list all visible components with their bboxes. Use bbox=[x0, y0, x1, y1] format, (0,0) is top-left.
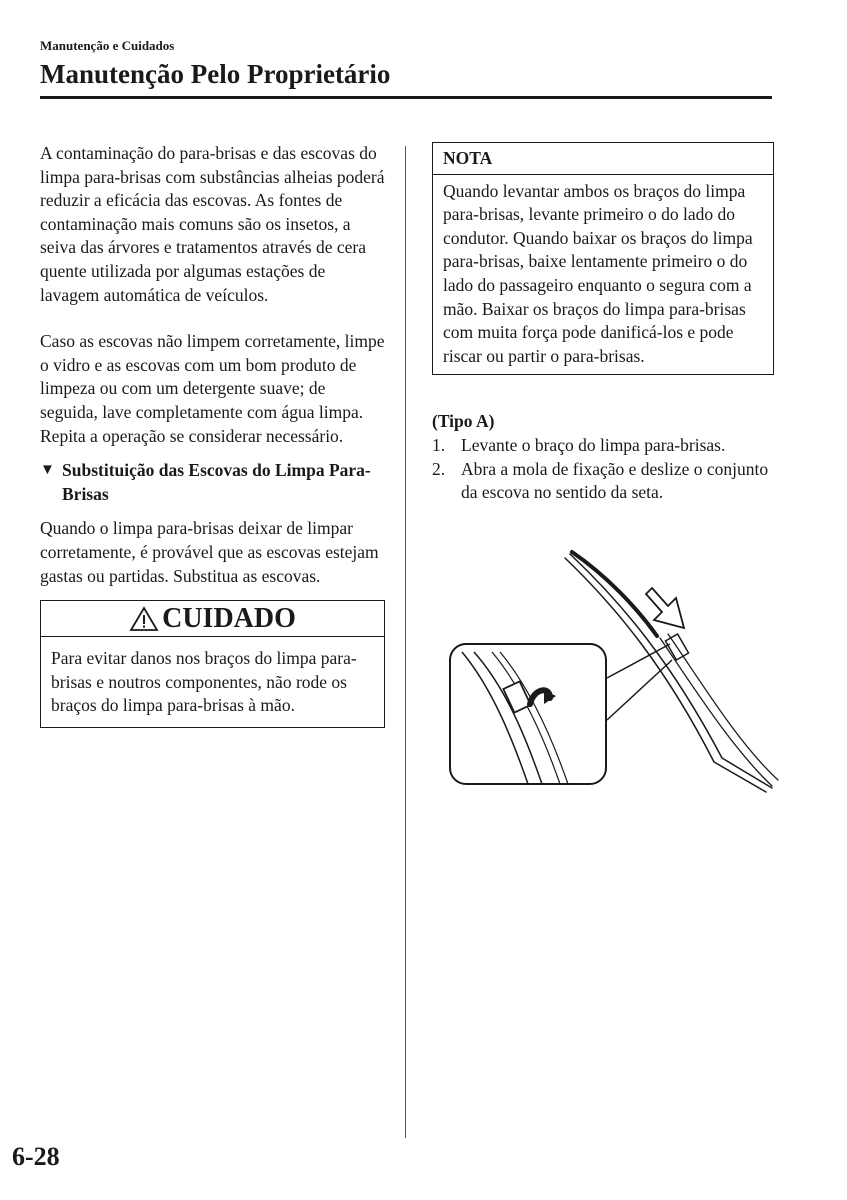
step-item bbox=[432, 458, 774, 505]
step-text: Abra a mola de fixação e deslize o conjunto da escova no sentido da seta. bbox=[461, 458, 769, 503]
step-number: 1. bbox=[432, 434, 446, 455]
section-heading-text: Substituição das Escovas do Limpa Para-Brisas bbox=[62, 460, 371, 504]
caution-header bbox=[41, 601, 384, 637]
note-header: NOTA bbox=[433, 143, 773, 175]
page-title: Manutenção Pelo Proprietário bbox=[40, 59, 391, 89]
steps-list bbox=[432, 434, 774, 505]
step-text: Levante o braço do limpa para-brisas. bbox=[461, 434, 726, 455]
slide-arrow-icon bbox=[646, 588, 684, 628]
step-number: 2. bbox=[432, 458, 446, 479]
zoom-leader-lines bbox=[607, 644, 672, 720]
triangle-down-icon: ▼ bbox=[40, 462, 55, 479]
type-label: (Tipo A) bbox=[432, 411, 495, 432]
left-column bbox=[40, 142, 385, 728]
caution-title: CUIDADO bbox=[162, 602, 296, 634]
title-rule bbox=[40, 96, 772, 99]
note-text: Quando levantar ambos os braços do limpa para-brisas, levante primeiro o do lado do condutor. Quando baixar os braços do limpa para-brisas, baixe lentamente primeiro o do lado do passageiro enquanto o segura com a mão. Baixar os braços do limpa para-brisas com muita força pode danificá-los e pode riscar ou partir o para-brisas. bbox=[443, 180, 753, 366]
right-column bbox=[432, 142, 774, 505]
caution-text: Para evitar danos nos braços do limpa para-brisas e noutros componentes, não rode os braços do limpa para-brisas à mão. bbox=[51, 648, 357, 716]
column-divider bbox=[405, 146, 406, 1138]
zoom-detail-box bbox=[450, 644, 606, 784]
replace-paragraph: Quando o limpa para-brisas deixar de limpar corretamente, é provável que as escovas estejam gastas ou partidas. Substitua as escovas. bbox=[40, 518, 379, 586]
step-item bbox=[432, 434, 774, 458]
caution-box bbox=[40, 600, 385, 728]
section-heading bbox=[40, 459, 385, 506]
page-number: 6-28 bbox=[12, 1142, 60, 1171]
note-box bbox=[432, 142, 774, 375]
section-label: Manutenção e Cuidados bbox=[40, 38, 175, 53]
wiper-blade-illustration bbox=[432, 548, 792, 798]
contamination-paragraph: A contaminação do para-brisas e das escovas do limpa para-brisas com substâncias alheias poderá reduzir a eficácia das escovas. As fontes de contaminação mais comuns são os insetos, a seiva das árvores e tratamentos através de cera quente utilizada por algumas estações de lavagem automática de veículos. bbox=[40, 143, 385, 305]
cleaning-paragraph: Caso as escovas não limpem corretamente, limpe o vidro e as escovas com um bom produto de limpeza ou com um detergente suave; de seguida, lave completamente com água limpa. Repita a operação se considerar necessário. bbox=[40, 331, 385, 446]
warning-triangle-icon bbox=[129, 606, 159, 632]
